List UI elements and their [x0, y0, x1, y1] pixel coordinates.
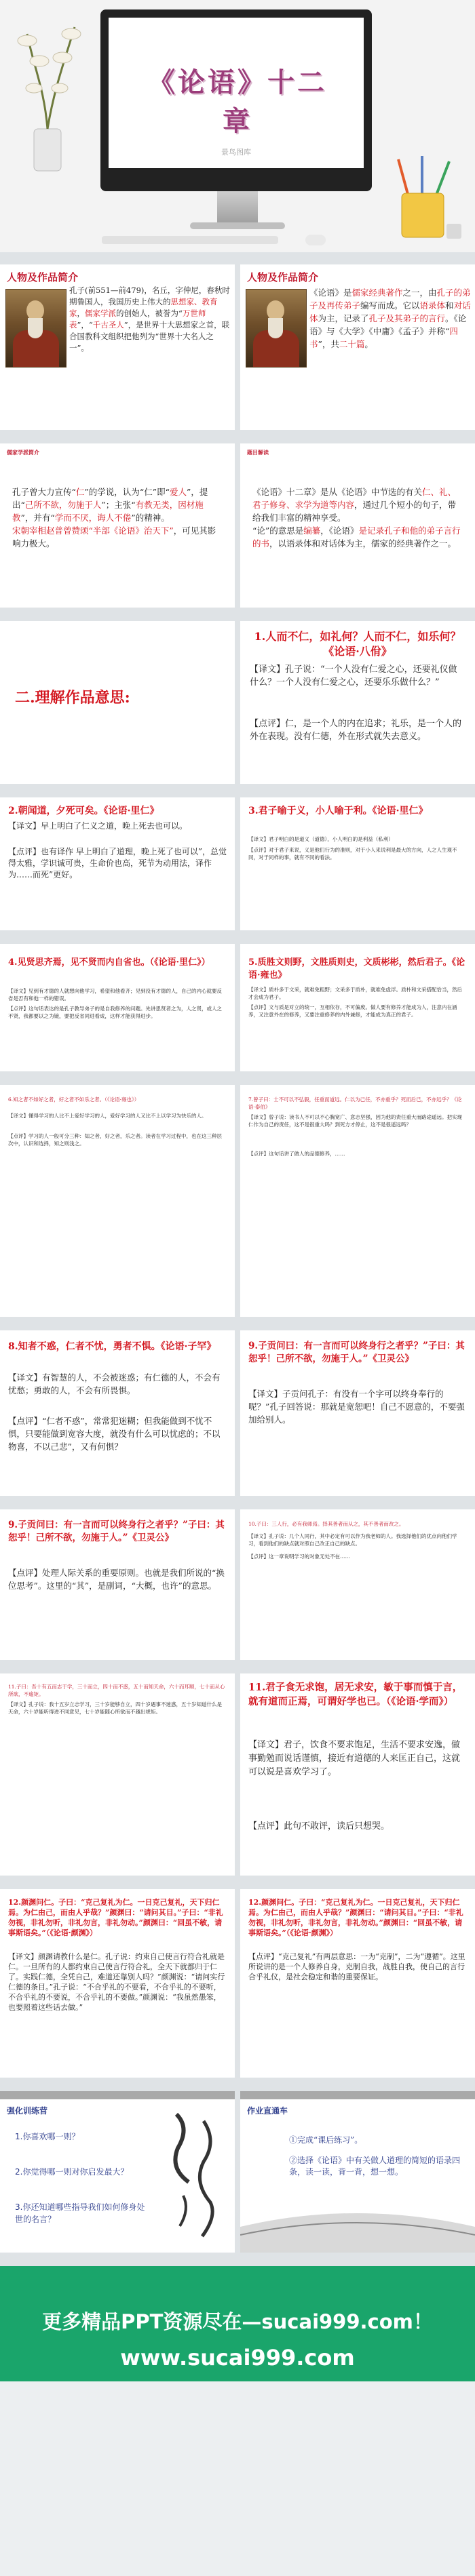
practice-question-1: 1.你喜欢哪一则？: [15, 2132, 80, 2141]
slide-title-explain: [240, 443, 475, 608]
translation-text: 【译文】君子明白的是道义（道德），小人明白的是利益（私利）: [248, 836, 394, 842]
quote-text: 6.知之者不如好之者，好之者不如乐之者。（《论语·雍也》）: [8, 1096, 140, 1103]
comment-text: 【点评】此句不敢评，读后只想哭。: [248, 1821, 390, 1831]
quote-text: 12.颜渊问仁。子曰：“克己复礼为仁。一日克己复礼，天下归仁焉。为仁由己，而由人乎哉？”颜渊曰：“请问其目。”子曰：“非礼勿视，非礼勿听，非礼勿言，非礼勿动。”颜渊曰：“回虽不敏，请事斯语矣。”（《论语·颜渊》）: [8, 1898, 223, 1937]
monitor-base: [190, 222, 285, 229]
slide-quote-2: [0, 797, 235, 930]
promo-line-1: 更多精品PPT资源尽在—sucai999.com！: [42, 2310, 433, 2333]
slide-quote-6: [0, 1085, 235, 1317]
school-intro-text: 孔子曾大力宣传“仁”的学说，认为“仁”即“爱人”，提出“己所不欲，勿施于人”；主张“有教无类，因材施教”，并有“学而不厌，诲人不倦”的精神。 宋朝宰相赵普曾赞颂“半部《论语》治天下”，可见其影响力极大。: [12, 487, 216, 549]
slide-quote-12b: [240, 1889, 475, 2078]
slide-homework: [240, 2091, 475, 2253]
cover-slide: [0, 0, 475, 252]
slide-heading: 强化训练营: [7, 2106, 48, 2116]
work-intro-text: 《论语》是儒家经典著作之一，由孔子的弟子及再传弟子编写而成。它以语录体和对话体为主，记录了孔子及其弟子的言行。《论语》与《大学》《中庸》《孟子》并称“四书”，共二十篇。: [309, 288, 471, 349]
practice-questions: [15, 2131, 151, 2248]
quote-text: 7.曾子曰：士不可以不弘毅，任重而道远。仁以为己任，不亦重乎？死而后已，不亦远乎？《论语·泰伯》: [248, 1096, 462, 1110]
translation-text: 【译文】孔子说：“一个人没有仁爱之心，还要礼仪做什么？一个人没有仁爱之心，还要乐乐做什么？”: [250, 665, 457, 688]
homework-item-1: ①完成“课后练习”。: [289, 2135, 363, 2145]
confucius-portrait: [5, 289, 66, 368]
monitor-frame: [100, 9, 372, 191]
slide-quote-9: [240, 1330, 475, 1496]
translation-text: 【译文】子贡问孔子：有没有一个字可以终身奉行的呢？”孔子回答说：那就是宽恕吧！自己不愿意的，不要强加给别人。: [248, 1389, 465, 1425]
slide-heading: 作业直通车: [247, 2106, 288, 2116]
confucius-portrait: [246, 289, 307, 368]
promo-line-2[interactable]: www.sucai999.com: [120, 2345, 355, 2371]
slide-quote-7: [240, 1085, 475, 1317]
title-explain-text: 《论语》十二章》是从《论语》中节选的有关仁、礼、君子修身、求学为道等内容，通过几个短小的句子，带给我们丰富的精神享受。 “论”的意思是编纂，《论语》是记录孔子和他的弟子言行的书，以语录体和对话体为主，儒家的经典著作之一。: [252, 487, 461, 549]
slide-heading: 人物及作品简介: [247, 271, 319, 283]
slide-school-intro: [0, 443, 235, 608]
translation-text: 【译文】早上明白了仁义之道，晚上死去也可以。: [8, 821, 188, 831]
practice-question-3: 3.你还知道哪些指导我们如何修身处世的名言？: [15, 2202, 145, 2224]
quote-text: 10.子曰：三人行，必有我师焉。择其善者而从之，其不善者而改之。: [248, 1521, 404, 1527]
slide-quote-5: [240, 944, 475, 1071]
translation-text: 【译文】质朴多于文采，就难免粗野；文采多于质朴，就难免虚浮。质朴和文采搭配恰当，然后才会成为君子。: [248, 987, 462, 1000]
quote-text: 1.人而不仁，如礼何？人而不仁，如乐何？《论语·八佾》: [254, 630, 461, 658]
quote-text: 5.质胜文则野，文胜质则史，文质彬彬，然后君子。《论语·雍也》: [248, 957, 466, 980]
comment-text: 【点评】也有译作 早上明白了道理，晚上死了也可以”，总觉得太雅，学识诚可贵，生命价也高，死节为动用法，译作 为……而死”更好。: [8, 847, 227, 879]
monitor-stand: [217, 191, 258, 224]
translation-text: 【译文】孔子说：几个人同行，其中必定有可以作为我老师的人。我选择他们的优点向他们学习，看到他们的缺点就对照自己改正自己的缺点。: [248, 1533, 457, 1547]
translation-text: 【译文】君子，饮食不要求饱足，生活不要求安逸，做事勤勉而说话谨慎，接近有道德的人来匡正自己，这就可以说是喜欢学习了。: [248, 1740, 461, 1777]
slide-quote-3: [240, 797, 475, 930]
homework-item-2: ②选择《论语》中有关做人道理的简短的语录四条，读一读，背一背，想一想。: [289, 2156, 461, 2177]
plant-icon: [7, 14, 88, 176]
keyboard: [102, 236, 278, 244]
quote-text: 2.朝闻道，夕死可矣。《论语·里仁》: [8, 806, 159, 816]
slide-heading: 题目解读: [247, 450, 269, 456]
slide-quote-10: [240, 1509, 475, 1660]
comment-text: 【点评】处理人际关系的重要原则。也就是我们所说的“换位思考”。这里的“其”，是副词，“大概，也许”的意思。: [8, 1568, 225, 1591]
comment-text: 【点评】“克己复礼”有两层意思：一为“克制”，二为“遵循”。这里所说讲的是一个人修养自身，克制自我，战胜自我，使自己的言行合乎礼仪，是社会稳定和谐的重要保证。: [248, 1952, 466, 1981]
promo-banner: [0, 2266, 475, 2381]
scroll-icon: [240, 2200, 475, 2253]
slide-quote-8: [0, 1330, 235, 1496]
comment-text: 【点评】这一章说明学习的对象无处不在……: [248, 1553, 350, 1560]
translation-text: 【译文】颜渊请教什么是仁。孔子说：约束自己使言行符合礼就是仁。一旦所有的人都约束自己使言行符合礼，全天下就都归于仁了。实践仁德，全凭自己，难道还靠别人吗？”颜渊说：“请问实行仁德的条目。”孔子说：“不合乎礼的不要看，不合乎礼的不要听，不合乎礼的不要说，不合乎礼的不要做。”颜渊说：“我虽然愚笨，也要照着这些话去做。”: [8, 1952, 225, 2012]
translation-text: 【译文】曾子说：读书人不可以不心胸宽广、意志坚强，因为他的责任重大而路途遥远。把实现仁作为自己的责任，这不是很重大吗？到死方才停止，这不是很遥远吗？: [248, 1114, 462, 1128]
comment-text: 【点评】学习的人一般可分三种：知之者，好之者，乐之者。读者在学习过程中，也在这三种层次中，认识和选择，知之则浅之。: [8, 1133, 222, 1147]
cover-title-art: 《论语》十二章: [148, 66, 327, 137]
quote-text: 9.子贡问曰：有一言而可以终身行之者乎？”子曰：其恕乎！己所不欲，勿施于人。”《卫灵公》: [248, 1341, 465, 1364]
top-bar: [240, 2091, 475, 2099]
quote-text: 12.颜渊问仁。子曰：“克己复礼为仁。一日克己复礼，天下归仁焉。为仁由己，而由人乎哉？”颜渊曰：“请问其目。”子曰：“非礼勿视，非礼勿听，非礼勿言，非礼勿动。”颜渊曰：“回虽不敏，请事斯语矣。”（《论语·颜渊》）: [248, 1898, 463, 1937]
page-bottom: [0, 2381, 475, 2576]
author-intro-text: 孔子(前551—前479)，名丘，字仲尼，春秋时期鲁国人，我国历史上伟大的思想家、教育家，儒家学派的创始人，被誉为“万世师表”，“千古圣人”，是世界十大思想家之首，联合国教科文组织把他列为“世界十大名人之一”。: [69, 285, 230, 353]
comment-text: 【点评】文与质是对立的统一，互相依存，不可偏废。做人要有修养才能成为人，注意内在涵养，又注意外在的修养，又要注重修养的内外兼修，才能成为真正的君子。: [248, 1004, 457, 1018]
slide-quote-4: [0, 944, 235, 1071]
translation-text: 【译文】有智慧的人，不会被迷惑；有仁德的人，不会有忧愁；勇敢的人，不会有所畏惧。: [8, 1372, 221, 1395]
slide-heading: 人物及作品简介: [7, 271, 79, 283]
quote-text: 4.见贤思齐焉，见不贤而内自省也。（《论语·里仁》）: [8, 957, 210, 968]
slide-quote-11a: [0, 1673, 235, 1876]
slide-author-intro: [0, 264, 235, 430]
quote-text: 9.子贡问曰：有一言而可以终身行之者乎？”子曰：其恕乎！己所不欲，勿施于人。”《卫灵公》: [8, 1520, 225, 1543]
section-heading: 二.理解作品意思:: [15, 689, 130, 707]
comment-text: 【点评】“仁者不惑”，常常犯迷糊；但我能做到不忧不惧，只要能做到宽容大度，就没有什么可以忧虑的；不以物喜，不以己悲”，又有何惧？: [8, 1416, 221, 1452]
pencil-cup-icon: [388, 156, 463, 244]
mouse: [305, 235, 326, 245]
calligraphy-icon: [163, 2107, 231, 2243]
top-bar: [0, 2091, 235, 2099]
comment-text: 【点评】对于君子来说，义是他们行为的准则，对于小人来说利是最大的方向，人之人生观不同，对于同样的事，就有不同的看法。: [248, 847, 457, 860]
slide-heading: 儒家学派简介: [7, 450, 39, 456]
slide-section-heading: [0, 621, 235, 784]
translation-text: 【译文】懂得学习的人比不上爱好学习的人，爱好学习的人又比不上以学习为快乐的人。: [8, 1113, 207, 1119]
slide-quote-12a: [0, 1889, 235, 2078]
slide-quote-9b: [0, 1509, 235, 1660]
monitor-screen: [109, 18, 364, 168]
comment-text: 【点评】这句话讲了做人的品德修养，……: [248, 1151, 345, 1157]
quote-text: 11.子曰：吾十有五而志于学，三十而立，四十而不惑，五十而知天命，六十而耳顺，七十而从心所欲，不逾矩。: [8, 1684, 225, 1697]
comment-text: 【点评】这句话表达的是孔子教导弟子的是自我修养的问题。先讲思贤者之为，人之贤，或人之不贤，我都要以之为镜，要把反省同进看成，这样才能获得进步。: [8, 1006, 222, 1019]
monitor-caption: 景鸟图库: [221, 148, 251, 157]
quote-text: 3.君子喻于义，小人喻于利。《论语·里仁》: [248, 806, 428, 816]
quote-text: 8.知者不惑，仁者不忧，勇者不惧。《论语·子罕》: [8, 1341, 216, 1352]
practice-question-2: 2.你觉得哪一则对你启发最大？: [15, 2167, 129, 2177]
quote-text: 11.君子食无求饱，居无求安，敏于事而慎于言，就有道而正焉，可谓好学也已。（《论语·学而》）: [248, 1682, 463, 1707]
slide-quote-1: [240, 621, 475, 784]
slide-work-intro: [240, 264, 475, 430]
slide-quote-11: [240, 1673, 475, 1876]
translation-text: 【译文】见到有才德的人就想向他学习，希望和他看齐；见到没有才德的人，自己的内心就要反省是否有和他一样的错误。: [8, 988, 222, 1002]
translation-text: 【译文】孔子说：我十五岁立志学习，三十岁能够自立，四十岁遇事不迷惑，五十岁知道什么是天命，六十岁能听得进不同意见，七十岁能随心所欲而不越出规矩。: [8, 1701, 222, 1715]
slide-practice: [0, 2091, 235, 2253]
comment-text: 【点评】仁，是一个人的内在追求；礼乐，是一个人的外在表现。没有仁德，外在形式就失去意义。: [250, 719, 462, 742]
